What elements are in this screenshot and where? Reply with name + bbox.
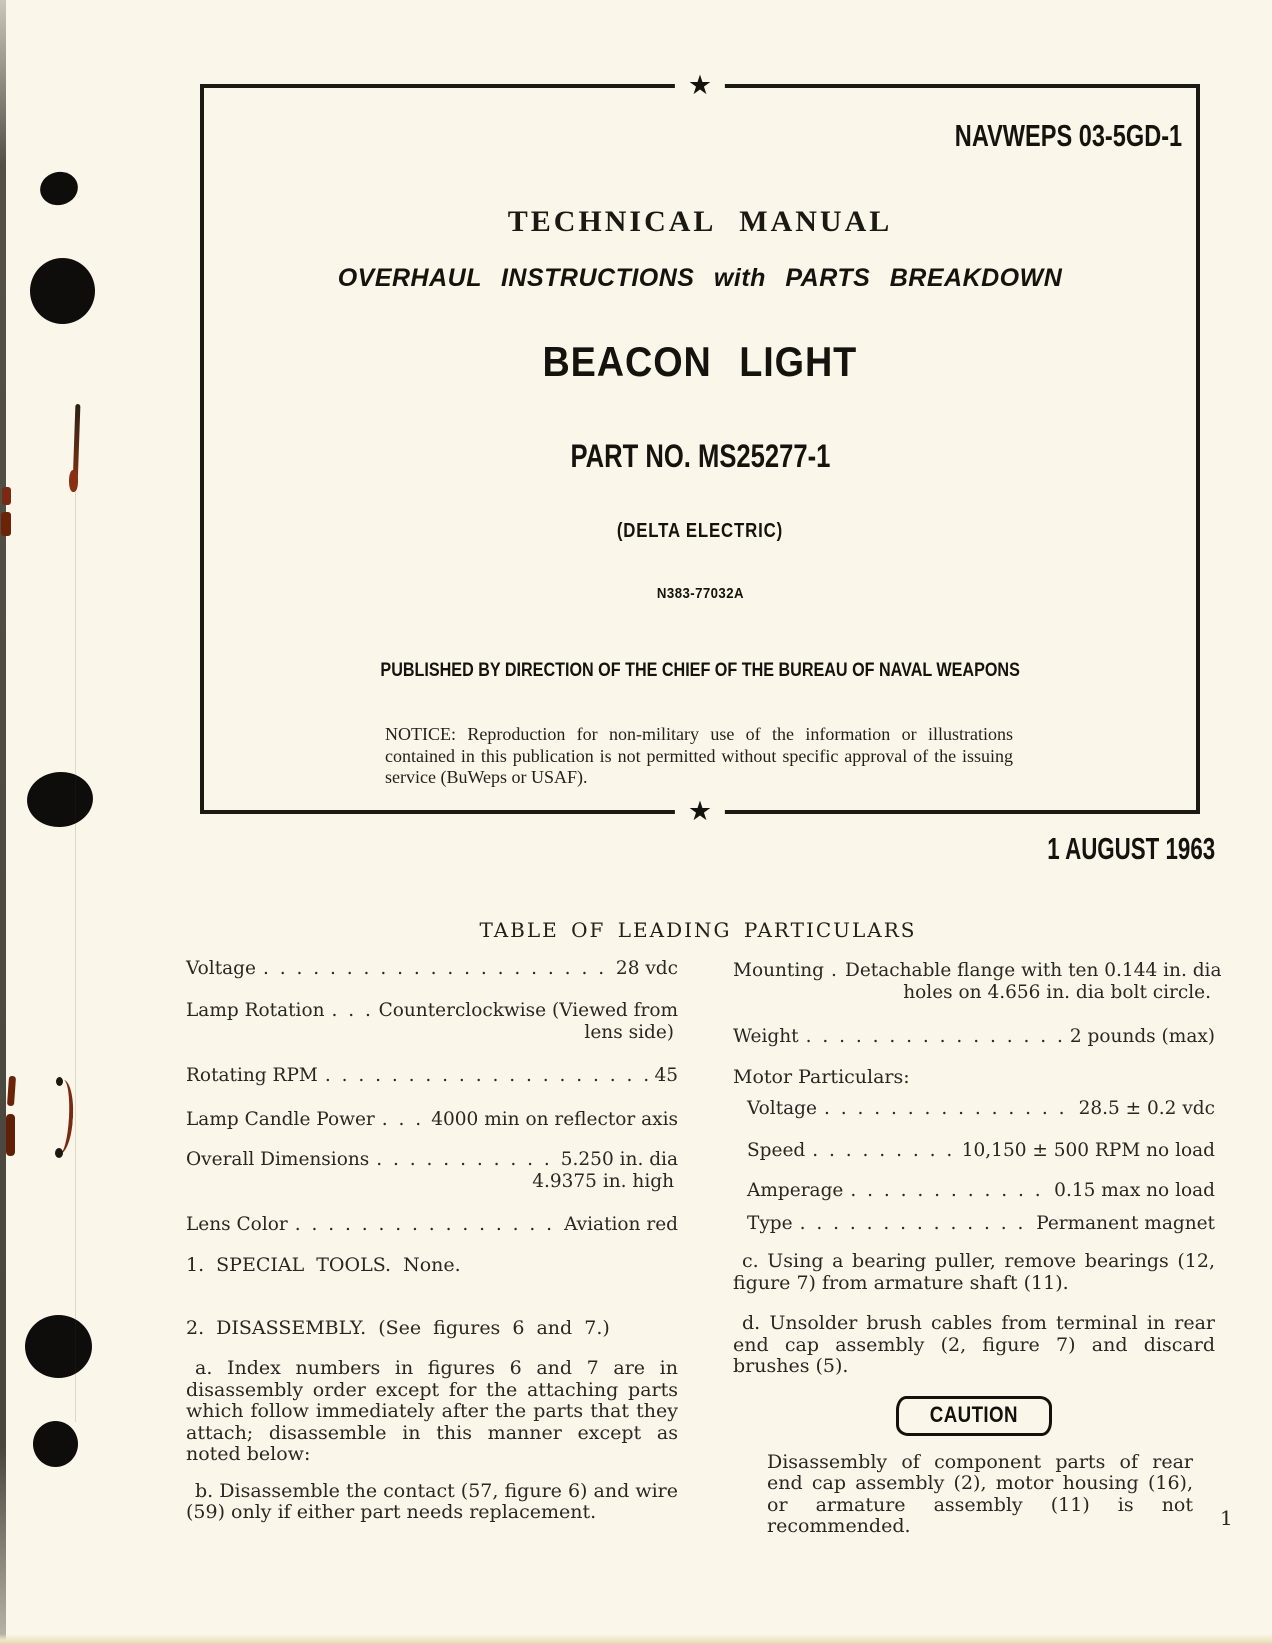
left-column [186,952,678,1524]
leader-dots [325,1065,651,1087]
page-number: 1 [1220,1506,1233,1530]
particular-value: 10,150 ± 500 RPM no load [961,1140,1215,1161]
particular-value: Aviation red [564,1214,678,1235]
particular-label: Lens Color [186,1214,288,1235]
particular-label: Weight [733,1026,799,1047]
stock-number: N383-77032A [656,585,744,602]
notice-text: NOTICE: Reproduction for non-military use of the information or illustrations contained in this publication is not permitted without specific approval of the issuing service (BuWeps or USAF). [385,724,1013,787]
issue-date: 1 AUGUST 1963 [1047,831,1215,866]
leader-dots [376,1149,557,1171]
product-title: BEACON LIGHT [542,338,858,385]
manual-subtitle: OVERHAUL INSTRUCTIONS with PARTS BREAKDOWN [337,264,1063,292]
pen-mark [2,487,11,505]
caution-box [896,1396,1052,1436]
particular-label: Overall Dimensions [186,1149,370,1170]
particular-label: Voltage [747,1098,817,1119]
masthead-box [200,70,1200,827]
pen-mark [1,512,11,536]
particular-row-overall-dimensions [186,1149,678,1193]
manual-title: TECHNICAL MANUAL [507,205,893,238]
leader-dots [812,1140,957,1162]
pen-mark [6,1114,15,1156]
particular-value: 5.250 in. dia [560,1149,678,1170]
leader-dots [831,960,841,982]
particulars-title: TABLE OF LEADING PARTICULARS [479,918,917,942]
caution-text: Disassembly of component parts of rear end cap assembly (2), motor housing (16), or armature assembly (11) is not recommended. [767,1450,1193,1537]
paragraph-c: c. Using a bearing puller, remove bearings (12, figure 7) from armature shaft (11). [733,1250,1215,1294]
binding-hole-dot [33,1421,78,1467]
particular-value: 45 [654,1065,678,1086]
particular-value: Counterclockwise (Viewed from [378,1000,678,1021]
particular-row-lamp-candle-power [186,1109,678,1131]
particular-row-motor-type [733,1213,1215,1235]
particular-label: Amperage [747,1180,844,1201]
particular-value: Permanent magnet [1036,1213,1215,1234]
paragraph-d: d. Unsolder brush cables from terminal in rear end cap assembly (2, figure 7) and discard brushes (5). [733,1312,1215,1377]
caution-wrapper [733,1396,1215,1436]
particular-value-line2: 4.9375 in. high [532,1171,674,1192]
leader-dots [806,1026,1066,1048]
particular-row-voltage [186,958,678,980]
leader-dots [332,1000,375,1022]
paragraph-a: a. Index numbers in figures 6 and 7 are in disassembly order except for the attaching parts which follow immediately after the parts that they attach; disassemble in this manner except as noted below: [186,1357,678,1465]
particular-value: 28.5 ± 0.2 vdc [1078,1098,1215,1119]
star-icon: ★ [675,797,725,827]
particular-label: Lamp Candle Power [186,1109,375,1130]
particular-label: Voltage [186,958,256,979]
right-column [733,952,1222,1538]
leader-dots [295,1214,560,1236]
pen-mark [69,470,78,492]
manufacturer: (DELTA ELECTRIC) [616,520,784,542]
particular-value-line2: holes on 4.656 in. dia bolt circle. [903,982,1211,1003]
particular-label: Rotating RPM [186,1065,318,1086]
leader-dots [263,958,612,980]
scan-edge-bottom [0,1634,1272,1644]
particular-row-mounting [733,960,1222,1004]
particular-row-motor-speed [733,1140,1215,1162]
particular-label: Type [747,1213,793,1234]
star-icon: ★ [675,71,725,101]
section-special-tools: 1. SPECIAL TOOLS. None. [186,1254,461,1276]
particular-row-motor-amperage [733,1180,1215,1202]
binding-hole-dot [30,258,95,324]
particular-value: 0.15 max no load [1054,1180,1215,1201]
binding-hole-dot [37,168,82,209]
particular-row-rotating-rpm [186,1065,678,1087]
particular-value: 4000 min on reflector axis [431,1109,678,1130]
particular-row-motor-voltage [733,1098,1215,1120]
part-number: PART NO. MS25277-1 [570,438,830,474]
particular-value-line2: lens side) [584,1022,674,1043]
particular-row-lens-color [186,1214,678,1236]
motor-particulars-heading: Motor Particulars: [733,1066,910,1088]
leader-dots [382,1109,428,1131]
paper-crease [75,492,76,1422]
leader-dots [850,1180,1050,1202]
particular-row-weight [733,1026,1215,1048]
binding-hole-dot [25,769,96,830]
leader-dots [800,1213,1033,1235]
particular-value: 28 vdc [615,958,678,979]
particular-label: Lamp Rotation [186,1000,325,1021]
particular-row-lamp-rotation [186,1000,678,1044]
scan-edge-left [0,0,6,1644]
binding-hole-dot [25,1315,92,1378]
leader-dots [824,1098,1075,1120]
pen-mark [56,1077,63,1086]
pen-mark [7,1076,16,1106]
pen-mark [53,1080,75,1155]
published-by: PUBLISHED BY DIRECTION OF THE CHIEF OF THE BUREAU OF NAVAL WEAPONS [380,660,1020,681]
particular-value: 2 pounds (max) [1069,1026,1215,1047]
doc-number: NAVWEPS 03-5GD-1 [954,118,1182,153]
particular-label: Speed [747,1140,806,1161]
caution-label: CAUTION [929,1401,1019,1427]
section-disassembly: 2. DISASSEMBLY. (See figures 6 and 7.) [186,1317,610,1339]
particular-value: Detachable flange with ten 0.144 in. dia [845,960,1222,981]
particular-label: Mounting [733,960,825,981]
pen-mark [55,1148,63,1158]
paragraph-b: b. Disassemble the contact (57, figure 6) and wire (59) only if either part needs replacement. [186,1479,678,1523]
